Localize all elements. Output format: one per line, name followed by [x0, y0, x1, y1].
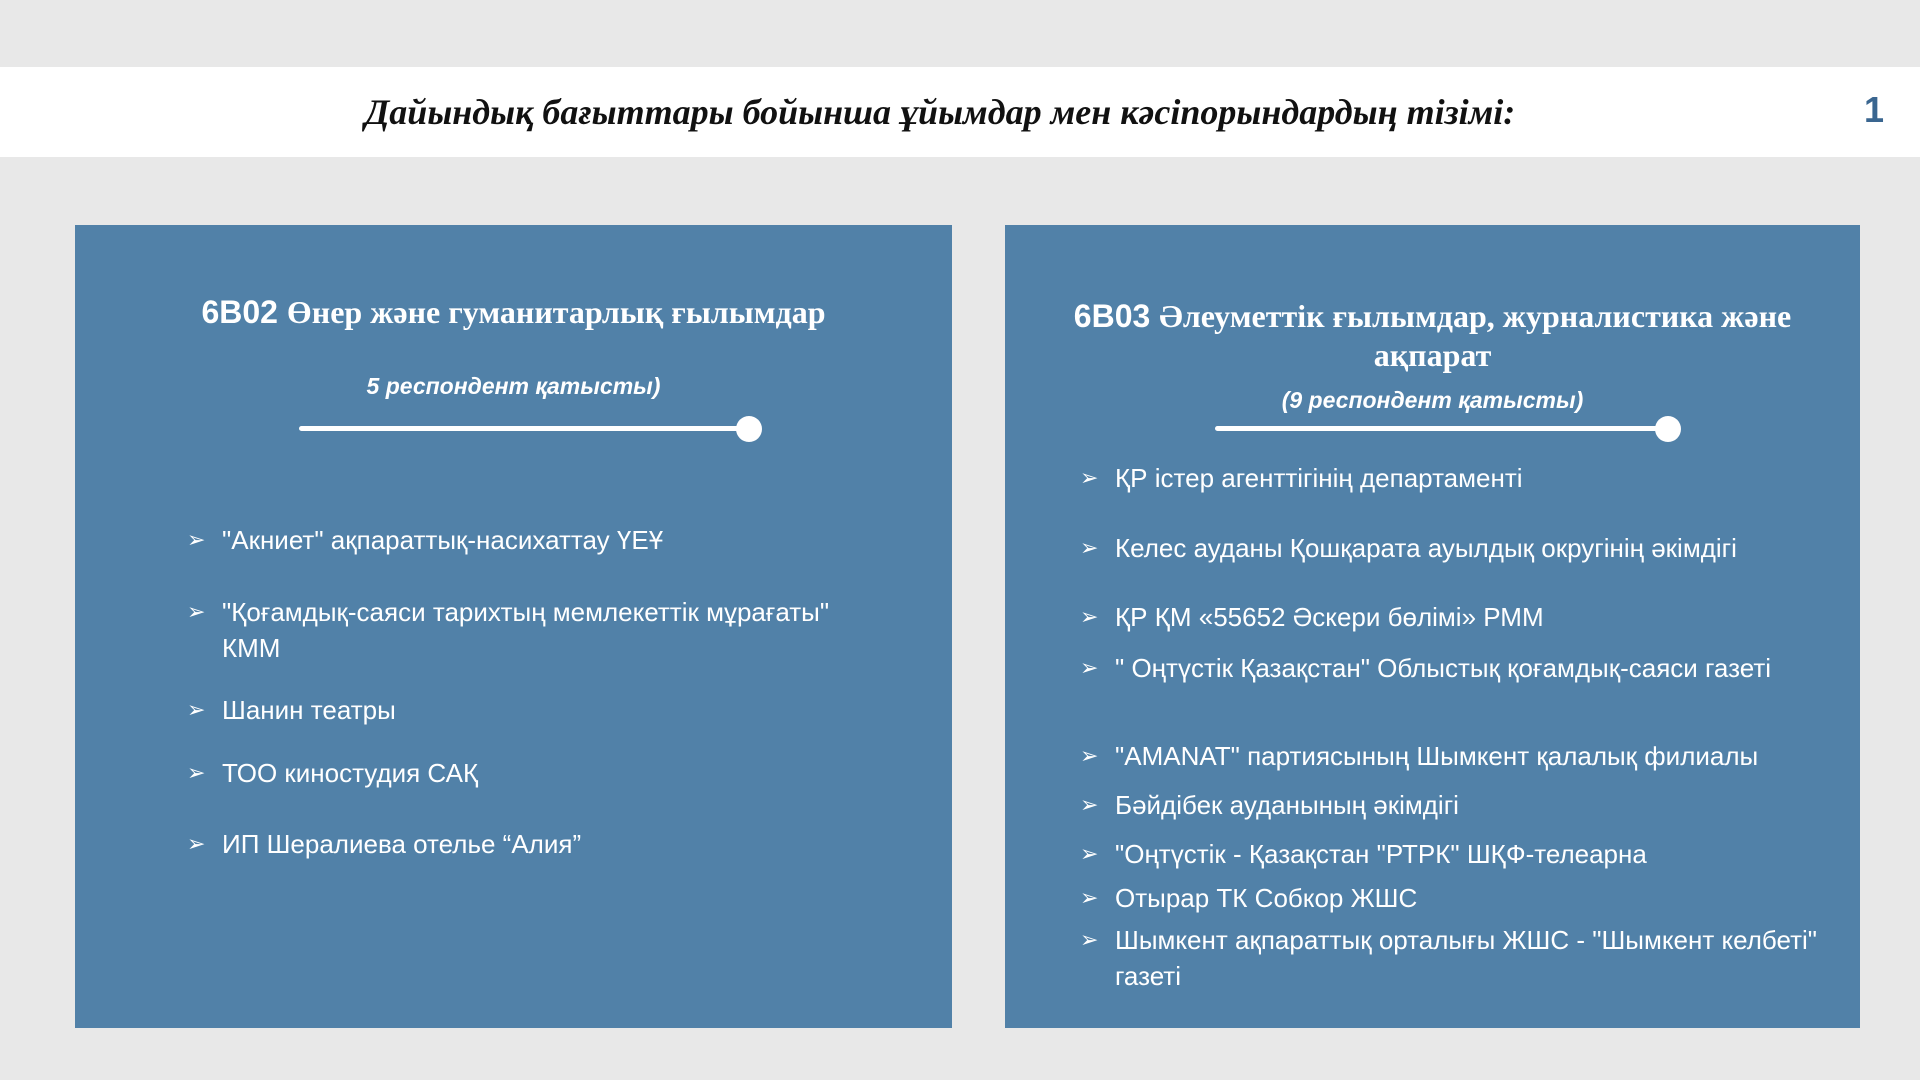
program-code: 6В03 [1073, 298, 1151, 334]
list-item-label: ИП Шералиева отелье “Алия” [222, 829, 582, 859]
list-item [187, 826, 581, 862]
page-number: 1 [1863, 89, 1884, 130]
list-item-label: " Оңтүстік Қазақстан" Облыстық қоғамдық-саяси газеті [1115, 653, 1772, 683]
arrowhead-bullet-icon: ➢ [1080, 927, 1099, 952]
program-title: Әлеуметтік ғылымдар, журналистика және ақпарат [1159, 298, 1792, 373]
slider-knob [1655, 416, 1681, 442]
arrowhead-bullet-icon: ➢ [187, 527, 206, 552]
list-item-label: "AMANAT" партиясының Шымкент қалалық филиалы [1115, 741, 1759, 771]
panel-heading [1005, 297, 1860, 375]
list-item [1080, 460, 1523, 496]
header-band [0, 67, 1920, 157]
list-item-label: Шымкент ақпараттық орталығы ЖШС - "Шымкент келбеті" газеті [1115, 925, 1818, 991]
arrowhead-bullet-icon: ➢ [187, 697, 206, 722]
arrowhead-bullet-icon: ➢ [1080, 655, 1099, 680]
arrowhead-bullet-icon: ➢ [1080, 465, 1099, 490]
arrowhead-bullet-icon: ➢ [1080, 604, 1099, 629]
slider-knob [736, 416, 762, 442]
arrowhead-bullet-icon: ➢ [1080, 792, 1099, 817]
list-item-label: "Акниет" ақпараттық-насихаттау ҮЕҰ [222, 525, 664, 555]
list-item [1080, 650, 1771, 686]
respondents-count: (9 респондент қатысты) [1281, 387, 1584, 413]
panel-arts-humanities [75, 225, 952, 1028]
list-item [187, 755, 478, 791]
list-item-label: ҚР ҚМ «55652 Әскери бөлімі» РММ [1115, 602, 1544, 632]
slider-track [299, 426, 749, 431]
arrowhead-bullet-icon: ➢ [187, 831, 206, 856]
list-item-label: ТОО киностудия САҚ [222, 758, 479, 788]
list-item-label: "Оңтүстік - Қазақстан "РТРК" ШҚФ-телеарна [1115, 839, 1647, 869]
program-code: 6В02 [201, 294, 278, 330]
respondents-count: 5 респондент қатысты) [366, 373, 661, 399]
program-title: Өнер және гуманитарлық ғылымдар [286, 294, 826, 330]
panel-social-sciences [1005, 225, 1860, 1028]
slider-track [1215, 426, 1668, 431]
list-item [1080, 836, 1647, 872]
arrowhead-bullet-icon: ➢ [1080, 885, 1099, 910]
list-item-label: Келес ауданы Қошқарата ауылдық округінің әкімдігі [1115, 533, 1737, 563]
arrowhead-bullet-icon: ➢ [1080, 841, 1099, 866]
list-item [187, 692, 396, 728]
panel-heading [75, 293, 952, 332]
list-item [1080, 922, 1820, 994]
list-item [1080, 787, 1459, 823]
list-item [1080, 738, 1758, 774]
page-title: Дайындық бағыттары бойынша ұйымдар мен кәсіпорындардың тізімі: [364, 92, 1516, 132]
list-item-label: Бәйдібек ауданының әкімдігі [1115, 790, 1459, 820]
list-item [187, 522, 663, 558]
list-item-label: "Қоғамдық-саяси тарихтың мемлекеттік мұрағаты" КММ [222, 597, 830, 663]
list-item [1080, 880, 1417, 916]
arrowhead-bullet-icon: ➢ [1080, 535, 1099, 560]
list-item-label: Шанин театры [222, 695, 396, 725]
list-item [187, 594, 887, 666]
list-item-label: ҚР істер агенттігінің департаменті [1115, 463, 1523, 493]
arrowhead-bullet-icon: ➢ [187, 599, 206, 624]
arrowhead-bullet-icon: ➢ [187, 760, 206, 785]
list-item [1080, 599, 1544, 635]
list-item [1080, 530, 1737, 566]
arrowhead-bullet-icon: ➢ [1080, 743, 1099, 768]
list-item-label: Отырар ТК Собкор ЖШС [1115, 883, 1418, 913]
